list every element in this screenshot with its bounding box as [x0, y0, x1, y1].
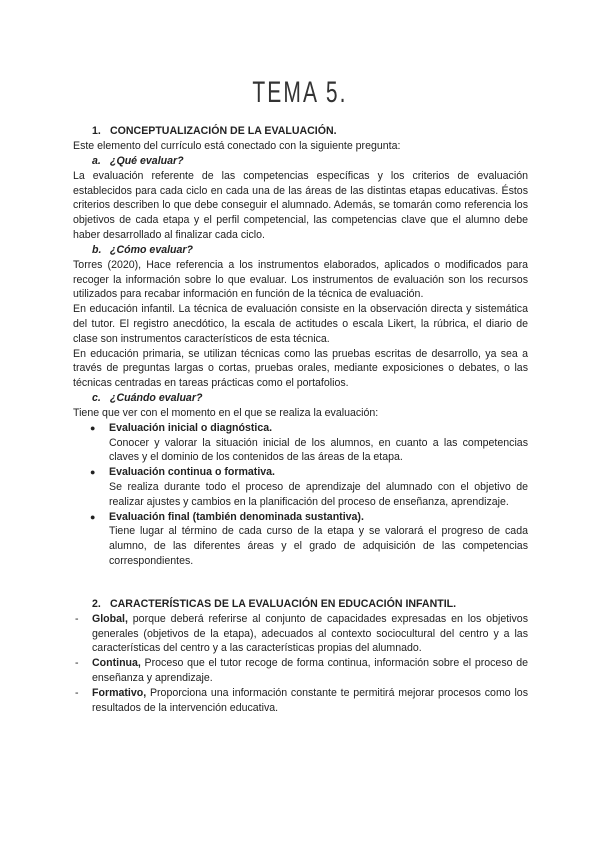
question-a-title: ¿Qué evaluar? — [110, 154, 184, 167]
list-item — [73, 510, 528, 569]
question-b-heading — [92, 243, 528, 258]
bullet-text: Conocer y valorar la situación inicial de los alumnos, en cuanto a las competencias claves y el dominio de los contenidos de las áreas de la etapa. — [109, 436, 528, 464]
bullet-text: Tiene lugar al término de cada curso de la etapa y se valorará el progreso de cada alumno, de las diferentes áreas y el grado de adquisición de las competencias correspondientes. — [109, 525, 528, 567]
bullet-title: Evaluación final (también denominada sustantiva). — [109, 510, 364, 523]
question-c-number: c. — [92, 391, 101, 404]
list-item — [73, 612, 528, 656]
characteristic-text: Proceso que el tutor recoge de forma continua, información sobre el proceso de enseñanza y aprendizaje. — [92, 657, 528, 684]
bullet-title: Evaluación continua o formativa. — [109, 466, 276, 479]
list-item — [73, 465, 528, 509]
question-b-text-3: En educación primaria, se utilizan técnicas como las pruebas escritas de desarrollo, ya sea a través de preguntas largas o cortas, pruebas orales, mediante exposiciones o debates, o las técnicas centradas en tareas prácticas como el portafolios. — [73, 347, 528, 390]
list-item — [73, 686, 528, 716]
section-2-title: CARACTERÍSTICAS DE LA EVALUACIÓN EN EDUCACIÓN INFANTIL. — [110, 597, 457, 610]
question-c-text: Tiene que ver con el momento en el que se realiza la evaluación: — [73, 406, 379, 419]
question-a-heading — [92, 154, 528, 169]
dash-marker: - — [75, 612, 79, 625]
question-c-heading — [92, 391, 528, 406]
section-2-heading — [92, 597, 528, 612]
bullet-icon: ● — [90, 511, 96, 522]
bullet-icon: ● — [90, 422, 96, 433]
characteristic-term: Continua, — [92, 657, 141, 670]
section-1-heading — [92, 124, 528, 139]
section-2-number: 2. — [92, 597, 101, 610]
page-title: TEMA 5. — [252, 76, 348, 109]
section-1-number: 1. — [92, 125, 101, 137]
characteristic-term: Global, — [92, 612, 128, 625]
characteristic-text: porque deberá referirse al conjunto de capacidades expresadas en los objetivos generales (objetivos de la etapa), adecuados al contexto sociocultural del centro y a las características del centro y a las características propias del alumnado. — [92, 612, 528, 655]
characteristic-term: Formativo, — [92, 686, 147, 699]
question-b-text-2: En educación infantil. La técnica de evaluación consiste en la observación directa y sistemática del tutor. El registro anecdótico, la escala de actitudes o escala Likert, la rúbrica, el diario de clase son instrumentos característicos de esta técnica. — [73, 303, 528, 345]
list-item — [73, 421, 528, 465]
document-body — [73, 124, 528, 715]
question-b-number: b. — [92, 243, 102, 256]
question-b-text-1: Torres (2020), Hace referencia a los instrumentos elaborados, aplicados o modificados para recoger la información sobre lo que evaluar. Los instrumentos de evaluación son los recursos utilizados para recabar información en función de la técnica de evaluación. — [73, 258, 528, 301]
question-a-number: a. — [92, 154, 101, 167]
characteristic-text: Proporciona una información constante te permitirá mejorar procesos como los resultados de la intervención educativa. — [92, 686, 528, 714]
evaluation-moments-list — [73, 421, 528, 569]
bullet-text: Se realiza durante todo el proceso de aprendizaje del alumnado con el objetivo de realizar ajustes y cambios en la planificación del proceso de enseñanza, aprendizaje. — [109, 480, 528, 508]
section-spacer — [73, 569, 528, 597]
section-1-intro: Este elemento del currículo está conectado con la siguiente pregunta: — [73, 140, 401, 152]
bullet-icon: ● — [90, 467, 96, 478]
list-item — [73, 656, 528, 686]
characteristics-list — [73, 612, 528, 716]
dash-marker: - — [75, 657, 79, 670]
bullet-title: Evaluación inicial o diagnóstica. — [109, 421, 273, 434]
question-c-title: ¿Cuándo evaluar? — [110, 391, 203, 404]
question-a-text: La evaluación referente de las competencias específicas y los criterios de evaluación establecidos para cada ciclo en cada una de las áreas de las distintas etapas educativas. Éstos criterios describen lo que debe conseguir el alumnado. Además, se tomarán como referencia los objetivos de cada etapa y el perfil competencial, las competencias clave que el alumno debe haber desarrollado al finalizar cada ciclo. — [73, 169, 528, 241]
section-1-title: CONCEPTUALIZACIÓN DE LA EVALUACIÓN. — [110, 125, 337, 137]
question-b-title: ¿Cómo evaluar? — [110, 243, 194, 256]
dash-marker: - — [75, 686, 79, 699]
